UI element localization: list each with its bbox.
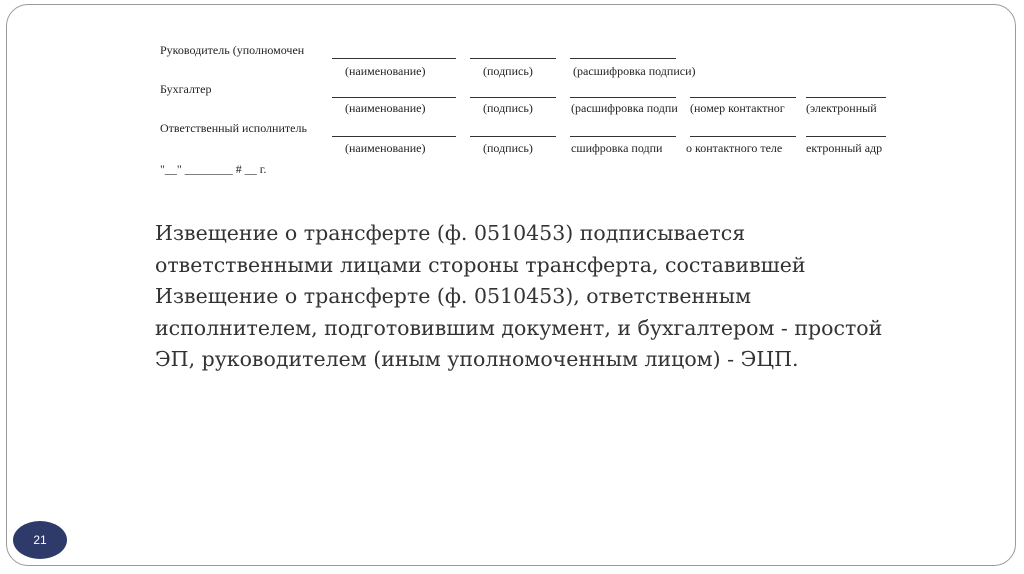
signature-line [806,97,886,98]
caption-signature: (подпись) [483,101,533,115]
caption-decoding: (расшифровка подписи) [573,64,696,78]
caption-phone: о контактного теле [686,141,783,155]
signature-line [806,136,886,137]
main-paragraph: Извещение о трансферте (ф. 0510453) подписывается ответственными лицами стороны трансферта, составившей Извещение о трансферте (ф. 0510453), ответственным исполнителем, подготовившим документ, и бухгалтером - простой ЭП, руководителем (иным уполномоченным лицом) - ЭЦП. [155,221,883,371]
signature-line [690,97,796,98]
form-label-executor: Ответственный исполнитель [160,121,307,135]
signature-line [690,136,796,137]
caption-email: (электронный [806,101,877,115]
signature-line [570,136,676,137]
page-number: 21 [33,533,47,547]
signature-line [470,97,556,98]
caption-email: ектронный адр [806,141,883,155]
signature-line [470,58,556,59]
caption-name: (наименование) [345,101,426,115]
form-label-head: Руководитель (уполномочен [160,43,305,57]
signature-line [470,136,556,137]
form-date-line: "__" ________ # __ г. [160,162,267,176]
signature-line [570,97,676,98]
caption-decoding: сшифровка подпи [571,141,663,155]
caption-phone: (номер контактног [690,101,785,115]
caption-name: (наименование) [345,64,426,78]
caption-signature: (подпись) [483,141,533,155]
caption-name: (наименование) [345,141,426,155]
caption-decoding: (расшифровка подпи [571,101,678,115]
signature-form [0,0,1024,200]
form-label-accountant: Бухгалтер [160,82,212,96]
signature-line [332,136,456,137]
caption-signature: (подпись) [483,64,533,78]
signature-line [332,97,456,98]
signature-line [570,58,676,59]
page-number-badge [13,521,67,559]
signature-line [332,58,456,59]
